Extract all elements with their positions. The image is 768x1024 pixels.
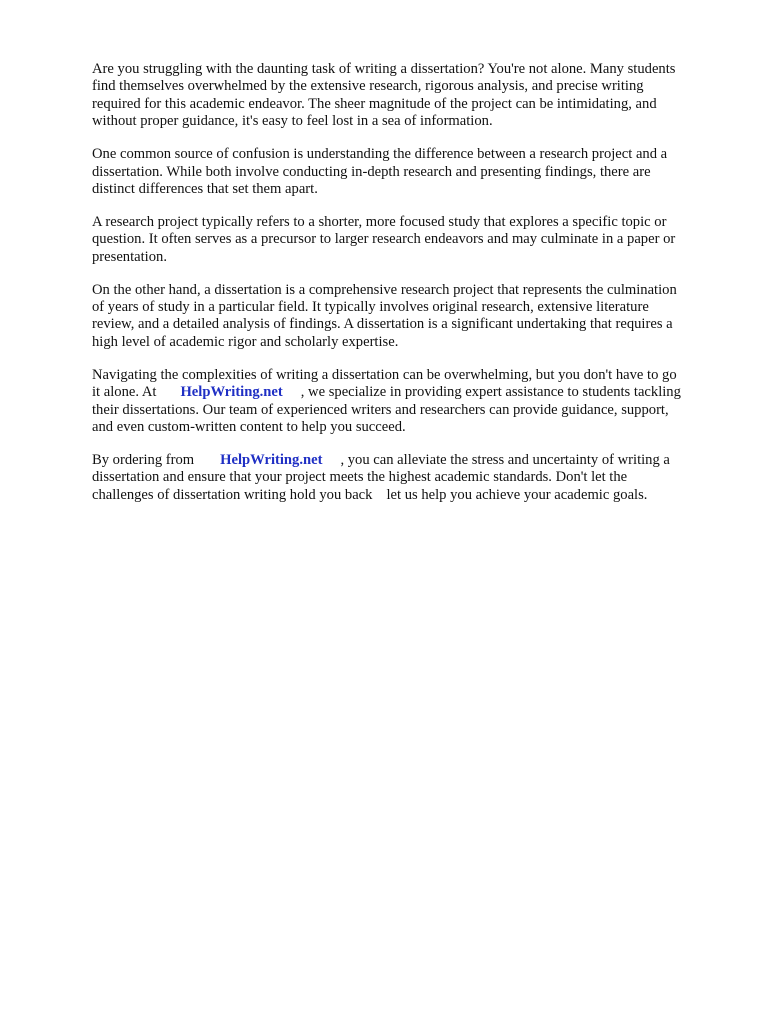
document-body [92, 61, 722, 520]
paragraph-5-text-before: Navigating the complexities of writing a dissertation can be overwhelming, but you don't have to go it alone. At [92, 366, 677, 401]
paragraph-4: On the other hand, a dissertation is a comprehensive research project that represents the culmination of years of study in a particular field. It typically involves original research, extensive literature review, and a detailed analysis of findings. A dissertation is a significant undertaking that requires a high level of academic rigor and scholarly expertise. [92, 281, 677, 350]
paragraph-2: One common source of confusion is understanding the difference between a research project and a dissertation. While both involve conducting in-depth research and presenting findings, there are distinct differences that set them apart. [92, 146, 668, 197]
paragraph-3: A research project typically refers to a shorter, more focused study that explores a specific topic or question. It often serves as a precursor to larger research endeavors and may culminate in a paper or presentation. [92, 213, 676, 265]
helpwriting-link[interactable]: HelpWriting.net [180, 384, 283, 401]
paragraph-1: Are you struggling with the daunting task of writing a dissertation? You're not alone. Many students find themselves overwhelmed by the extensive research, rigorous analysis, and precise writing required for this academic endeavor. The sheer magnitude of the project can be intimidating, and without proper guidance, it's easy to feel lost in a sea of information. [92, 61, 676, 130]
paragraph-6-text-end: let us help you achieve your academic goals. [386, 486, 648, 503]
paragraph-6-text-before: By ordering from [92, 451, 195, 468]
paragraph-6-text-after: , you can alleviate the stress and uncertainty of writing a dissertation and ensure that your project meets the highest academic standards. Don't let the challenges of dissertation writing hold you back [92, 451, 670, 503]
paragraph-6 [92, 452, 722, 504]
paragraph-5 [92, 367, 722, 437]
helpwriting-link-2[interactable]: HelpWriting.net [220, 451, 323, 468]
paragraph-5-text-after: , we specialize in providing expert assistance to students tackling their dissertations. Our team of experienced writers and researchers can provide guidance, support, and even custom-written content to help you succeed. [92, 384, 681, 435]
